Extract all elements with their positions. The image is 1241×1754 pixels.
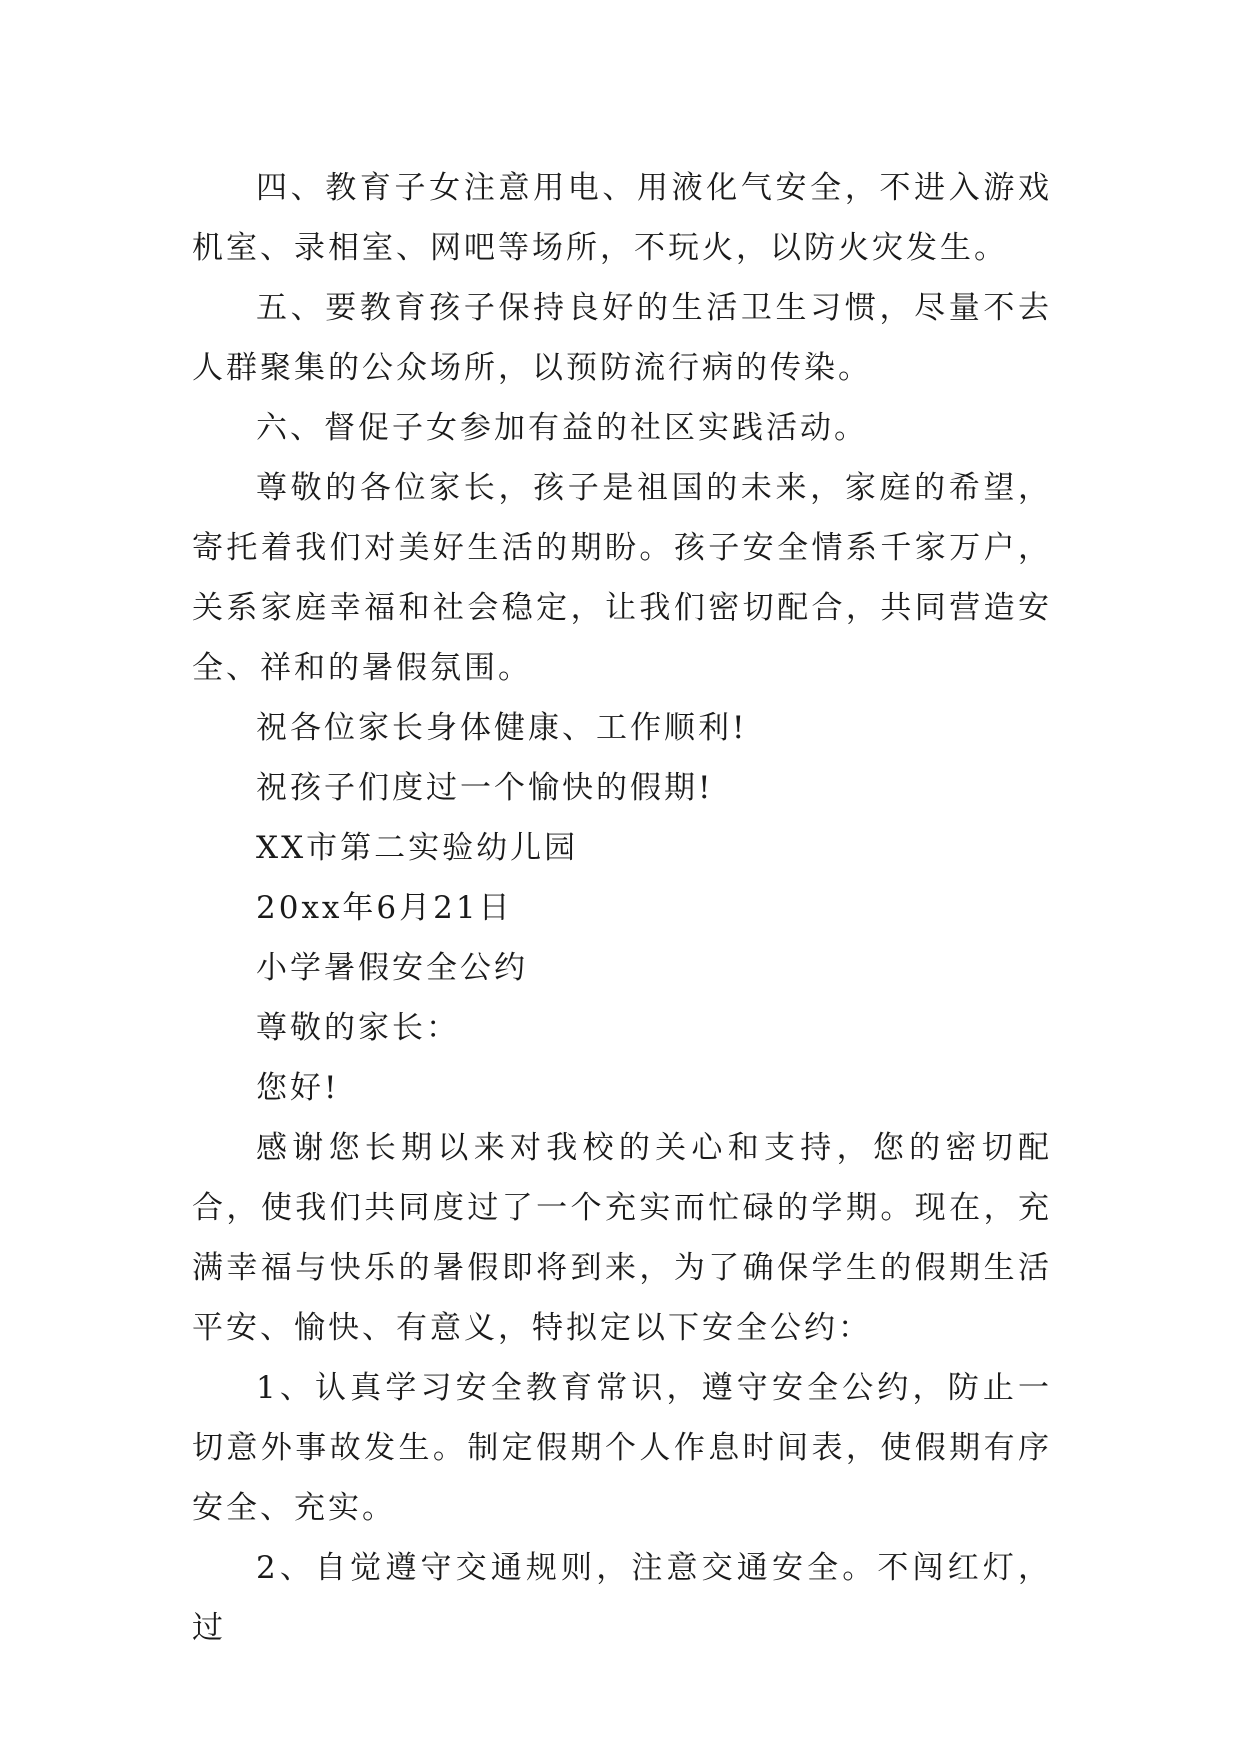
paragraph-item-5: 五、要教育孩子保持良好的生活卫生习惯，尽量不去人群聚集的公众场所，以预防流行病的传染。 [192,290,1052,386]
rule-item-2: 2、自觉遵守交通规则，注意交通安全。不闯红灯，过 [192,1550,1052,1646]
wish-parents: 祝各位家长身体健康、工作顺利! [256,710,748,746]
wish-children: 祝孩子们度过一个愉快的假期! [256,770,714,806]
document-body [192,158,1052,1658]
salutation: 尊敬的家长： [256,1010,460,1046]
closing-paragraph: 尊敬的各位家长，孩子是祖国的未来，家庭的希望，寄托着我们对美好生活的期盼。孩子安全情系千家万户，关系家庭幸福和社会稳定，让我们密切配合，共同营造安全、祥和的暑假氛围。 [192,470,1052,686]
signature-date: 20xx年6月21日 [256,890,513,926]
intro-paragraph: 感谢您长期以来对我校的关心和支持，您的密切配合，使我们共同度过了一个充实而忙碌的学期。现在，充满幸福与快乐的暑假即将到来，为了确保学生的假期生活平安、愉快、有意义，特拟定以下安全公约： [192,1130,1052,1346]
greeting: 您好! [256,1070,340,1106]
paragraph-item-4: 四、教育子女注意用电、用液化气安全，不进入游戏机室、录相室、网吧等场所，不玩火，以防火灾发生。 [192,170,1052,266]
rule-item-1: 1、认真学习安全教育常识，遵守安全公约，防止一切意外事故发生。制定假期个人作息时间表，使假期有序安全、充实。 [192,1370,1052,1526]
signature-organization: XX市第二实验幼儿园 [256,830,579,866]
paragraph-item-6: 六、督促子女参加有益的社区实践活动。 [256,410,868,446]
section-title: 小学暑假安全公约 [256,950,528,986]
